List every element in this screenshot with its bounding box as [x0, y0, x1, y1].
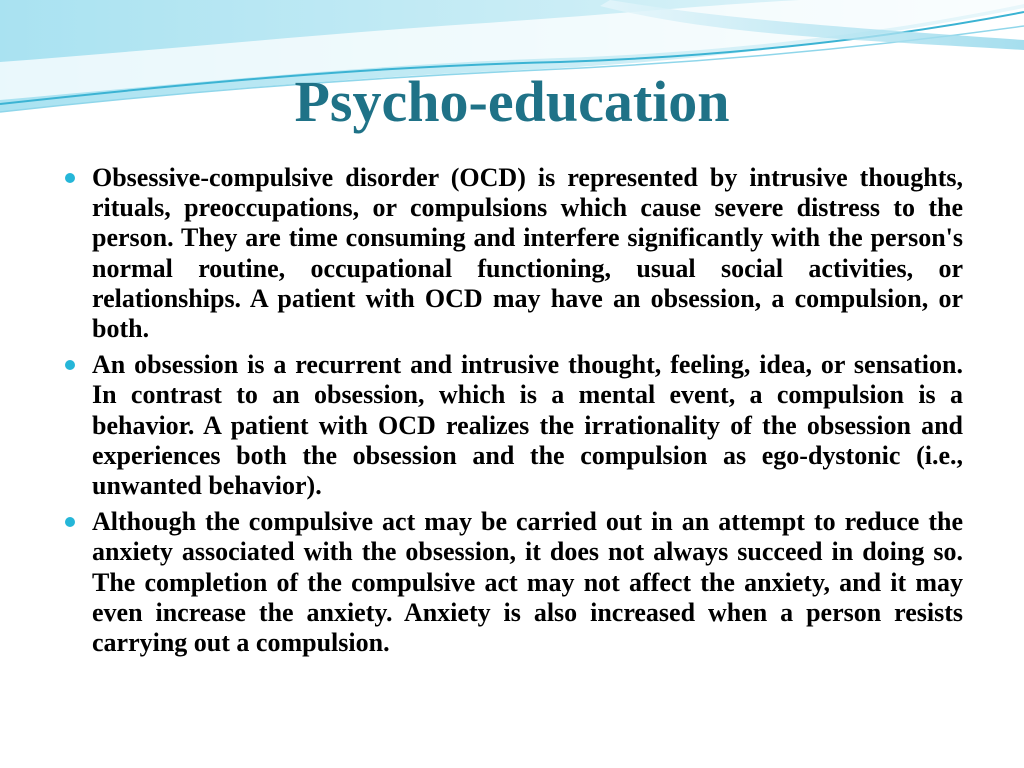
bullet-item — [92, 507, 963, 658]
bullet-item — [92, 163, 963, 344]
bullet-marker-icon — [65, 517, 75, 527]
bullet-item — [92, 350, 963, 501]
bullet-text: Obsessive-compulsive disorder (OCD) is represented by intrusive thoughts, rituals, preoccupations, or compulsions which cause severe distress to the person. They are time consuming and interfere significantly with the person's normal routine, occupational functioning, usual social activities, or relationships. A patient with OCD may have an obsession, a compulsion, or both. — [92, 163, 963, 344]
bullet-text: Although the compulsive act may be carried out in an attempt to reduce the anxiety associated with the obsession, it does not always succeed in doing so. The completion of the compulsive act may not affect the anxiety, and it may even increase the anxiety. Anxiety is also increased when a person resists carrying out a compulsion. — [92, 507, 963, 658]
bullet-marker-icon — [65, 360, 75, 370]
bullet-list — [92, 163, 963, 664]
slide-title: Psycho-education — [294, 69, 730, 134]
bullet-marker-icon — [65, 173, 75, 183]
bullet-text: An obsession is a recurrent and intrusive thought, feeling, idea, or sensation. In contrast to an obsession, which is a mental event, a compulsion is a behavior. A patient with OCD realizes the irrationality of the obsession and experiences both the obsession and the compulsion as ego-dystonic (i.e., unwanted behavior). — [92, 350, 963, 501]
